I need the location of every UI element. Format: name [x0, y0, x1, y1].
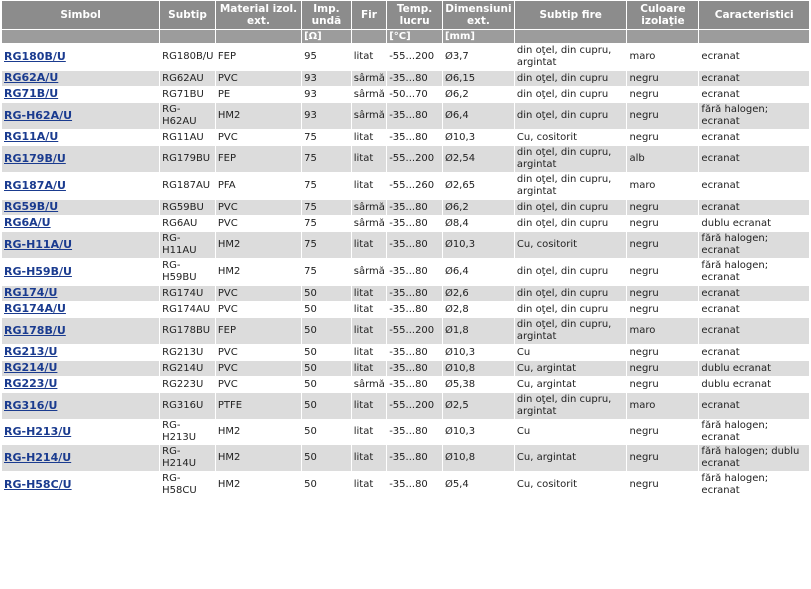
cell-fire: din oţel, din cupru — [515, 71, 627, 86]
cell-imp: 75 — [302, 173, 351, 199]
cell-fir: litat — [352, 318, 386, 344]
cell-car: fără halogen; ecranat — [699, 103, 809, 129]
product-link[interactable]: RG-H11A/U — [4, 237, 73, 251]
cell-fire: din oţel, din cupru, argintat — [515, 44, 627, 70]
cell-temp: -35...80 — [387, 200, 442, 215]
cell-simbol — [2, 216, 159, 231]
cell-fir: litat — [352, 361, 386, 376]
cell-subtip: RG59BU — [160, 200, 215, 215]
cell-fir: sârmă — [352, 216, 386, 231]
cell-fir: litat — [352, 420, 386, 444]
cell-fire: din oţel, din cupru — [515, 216, 627, 231]
cell-fir: litat — [352, 286, 386, 301]
cell-imp: 50 — [302, 377, 351, 392]
cell-temp: -35...80 — [387, 472, 442, 498]
cell-subtip: RG-H214U — [160, 445, 215, 471]
cell-culoare: negru — [627, 216, 698, 231]
cell-imp: 50 — [302, 302, 351, 317]
cell-culoare: negru — [627, 445, 698, 471]
col-material: Material izol. ext. — [216, 1, 301, 29]
cell-car: dublu ecranat — [699, 216, 809, 231]
cell-material: PVC — [216, 345, 301, 360]
table-row — [2, 200, 809, 215]
cell-subtip: RG316U — [160, 393, 215, 419]
cell-simbol — [2, 146, 159, 172]
product-link[interactable]: RG187A/U — [4, 178, 66, 192]
cell-subtip: RG179BU — [160, 146, 215, 172]
cell-simbol — [2, 377, 159, 392]
cell-subtip: RG-H62AU — [160, 103, 215, 129]
cell-fire: din oţel, din cupru — [515, 87, 627, 102]
cell-culoare: maro — [627, 173, 698, 199]
cell-simbol — [2, 472, 159, 498]
cell-material: PVC — [216, 216, 301, 231]
cell-fire: Cu, argintat — [515, 361, 627, 376]
cell-subtip: RG11AU — [160, 130, 215, 145]
cell-material: HM2 — [216, 232, 301, 258]
table-row — [2, 472, 809, 498]
cell-car: dublu ecranat — [699, 361, 809, 376]
cell-culoare: negru — [627, 130, 698, 145]
cell-simbol — [2, 445, 159, 471]
cell-material: PVC — [216, 302, 301, 317]
cell-subtip: RG-H11AU — [160, 232, 215, 258]
cell-dim: Ø2,8 — [443, 302, 514, 317]
cell-fir: sârmă — [352, 377, 386, 392]
cell-subtip: RG213U — [160, 345, 215, 360]
cell-dim: Ø5,4 — [443, 472, 514, 498]
col-simbol: Simbol — [2, 1, 159, 29]
col-dim: Dimensiuni ext. — [443, 1, 514, 29]
cell-fire: din oţel, din cupru, argintat — [515, 146, 627, 172]
cell-material: PFA — [216, 173, 301, 199]
cell-subtip: RG187AU — [160, 173, 215, 199]
cell-imp: 75 — [302, 146, 351, 172]
cell-dim: Ø10,3 — [443, 345, 514, 360]
cell-fire: Cu — [515, 345, 627, 360]
cell-imp: 75 — [302, 130, 351, 145]
product-link[interactable]: RG180B/U — [4, 49, 66, 63]
product-link[interactable]: RG-H59B/U — [4, 264, 72, 278]
cell-fir: litat — [352, 393, 386, 419]
cell-material: PE — [216, 87, 301, 102]
cell-fire: Cu, cositorit — [515, 472, 627, 498]
cell-simbol — [2, 393, 159, 419]
cell-culoare: maro — [627, 318, 698, 344]
cell-fir: litat — [352, 445, 386, 471]
table-row — [2, 318, 809, 344]
cell-dim: Ø6,4 — [443, 103, 514, 129]
table-row — [2, 445, 809, 471]
cell-material: PVC — [216, 71, 301, 86]
cable-table — [1, 0, 810, 499]
cell-culoare: maro — [627, 393, 698, 419]
cell-car: ecranat — [699, 71, 809, 86]
cell-material: PVC — [216, 200, 301, 215]
cell-simbol — [2, 345, 159, 360]
product-link[interactable]: RG11A/U — [4, 130, 59, 143]
cell-imp: 75 — [302, 232, 351, 258]
product-link[interactable]: RG223/U — [4, 377, 58, 390]
cell-simbol — [2, 420, 159, 444]
product-link[interactable]: RG174A/U — [4, 302, 66, 315]
cell-dim: Ø2,65 — [443, 173, 514, 199]
cell-material: HM2 — [216, 420, 301, 444]
cell-temp: -35...80 — [387, 345, 442, 360]
cell-dim: Ø6,2 — [443, 87, 514, 102]
cell-car: fără halogen; ecranat — [699, 232, 809, 258]
cell-fir: litat — [352, 232, 386, 258]
cell-dim: Ø8,4 — [443, 216, 514, 231]
cell-imp: 93 — [302, 71, 351, 86]
cell-fire: Cu, argintat — [515, 377, 627, 392]
cell-car: dublu ecranat — [699, 377, 809, 392]
cell-subtip: RG223U — [160, 377, 215, 392]
cell-car: ecranat — [699, 146, 809, 172]
table-row — [2, 345, 809, 360]
table-row — [2, 393, 809, 419]
cell-fir: sârmă — [352, 71, 386, 86]
cell-fir: litat — [352, 302, 386, 317]
cell-culoare: negru — [627, 71, 698, 86]
cell-simbol — [2, 302, 159, 317]
cell-imp: 50 — [302, 318, 351, 344]
cell-culoare: negru — [627, 87, 698, 102]
table-row — [2, 173, 809, 199]
cell-simbol — [2, 103, 159, 129]
cell-temp: -35...80 — [387, 71, 442, 86]
cell-imp: 50 — [302, 420, 351, 444]
cell-fir: litat — [352, 345, 386, 360]
cell-fir: sârmă — [352, 200, 386, 215]
cell-dim: Ø2,6 — [443, 286, 514, 301]
col-subtip-fire: Subtip fire — [515, 1, 627, 29]
col-imp: Imp. undă — [302, 1, 351, 29]
cell-car: fără halogen; dublu ecranat — [699, 445, 809, 471]
cell-fir: sârmă — [352, 259, 386, 285]
cell-culoare: negru — [627, 259, 698, 285]
table-row — [2, 302, 809, 317]
cell-car: ecranat — [699, 302, 809, 317]
col-caracteristici: Caracteristici — [699, 1, 809, 29]
col-fir: Fir — [352, 1, 386, 29]
cell-simbol — [2, 173, 159, 199]
cell-temp: -35...80 — [387, 216, 442, 231]
cell-subtip: RG-H59BU — [160, 259, 215, 285]
cell-culoare: negru — [627, 472, 698, 498]
cell-fir: sârmă — [352, 103, 386, 129]
cell-fir: litat — [352, 130, 386, 145]
cell-car: ecranat — [699, 200, 809, 215]
cell-subtip: RG6AU — [160, 216, 215, 231]
cell-culoare: alb — [627, 146, 698, 172]
cell-temp: -55...200 — [387, 318, 442, 344]
cell-dim: Ø6,2 — [443, 200, 514, 215]
cell-fire: din oţel, din cupru — [515, 302, 627, 317]
cell-fire: din oţel, din cupru, argintat — [515, 393, 627, 419]
product-link[interactable]: RG6A/U — [4, 216, 51, 229]
product-link[interactable]: RG214/U — [4, 361, 58, 374]
cell-dim: Ø1,8 — [443, 318, 514, 344]
col-temp: Temp. lucru — [387, 1, 442, 29]
col-culoare: Culoare izolaţie — [627, 1, 698, 29]
table-row — [2, 377, 809, 392]
cell-imp: 75 — [302, 200, 351, 215]
cell-temp: -55...200 — [387, 393, 442, 419]
cell-material: PVC — [216, 377, 301, 392]
cell-car: ecranat — [699, 318, 809, 344]
product-link[interactable]: RG316/U — [4, 398, 58, 412]
cell-material: FEP — [216, 146, 301, 172]
table-row — [2, 71, 809, 86]
cell-car: ecranat — [699, 286, 809, 301]
cell-temp: -35...80 — [387, 286, 442, 301]
unit-temp: [°C] — [387, 30, 442, 43]
cell-temp: -35...80 — [387, 445, 442, 471]
cell-car: fără halogen; ecranat — [699, 259, 809, 285]
cell-car: ecranat — [699, 130, 809, 145]
cell-imp: 50 — [302, 472, 351, 498]
cell-fire: din oţel, din cupru, argintat — [515, 173, 627, 199]
cell-material: HM2 — [216, 259, 301, 285]
cell-subtip: RG178BU — [160, 318, 215, 344]
cell-fire: din oţel, din cupru, argintat — [515, 318, 627, 344]
cell-subtip: RG-H213U — [160, 420, 215, 444]
cell-material: FEP — [216, 318, 301, 344]
product-link[interactable]: RG213/U — [4, 345, 58, 358]
cell-fir: litat — [352, 44, 386, 70]
cell-temp: -35...80 — [387, 130, 442, 145]
unit-imp: [Ω] — [302, 30, 351, 43]
cell-subtip: RG180B/U — [160, 44, 215, 70]
cell-imp: 50 — [302, 361, 351, 376]
cell-fir: litat — [352, 173, 386, 199]
cell-simbol — [2, 232, 159, 258]
table-row — [2, 286, 809, 301]
cell-subtip: RG174U — [160, 286, 215, 301]
cell-subtip: RG174AU — [160, 302, 215, 317]
cell-imp: 50 — [302, 393, 351, 419]
cell-dim: Ø2,54 — [443, 146, 514, 172]
cell-fire: din oţel, din cupru — [515, 259, 627, 285]
cell-subtip: RG214U — [160, 361, 215, 376]
cell-car: ecranat — [699, 345, 809, 360]
cell-dim: Ø10,8 — [443, 361, 514, 376]
table-body — [2, 44, 809, 498]
cell-culoare: negru — [627, 377, 698, 392]
product-link[interactable]: RG174/U — [4, 286, 58, 299]
table-row — [2, 420, 809, 444]
cell-culoare: negru — [627, 345, 698, 360]
cell-temp: -35...80 — [387, 377, 442, 392]
product-link[interactable]: RG179B/U — [4, 151, 66, 165]
cell-dim: Ø2,5 — [443, 393, 514, 419]
cell-dim: Ø10,3 — [443, 232, 514, 258]
cell-imp: 50 — [302, 345, 351, 360]
cell-temp: -55...260 — [387, 173, 442, 199]
cell-material: PVC — [216, 286, 301, 301]
cell-car: ecranat — [699, 87, 809, 102]
cell-simbol — [2, 318, 159, 344]
cell-car: fără halogen; ecranat — [699, 420, 809, 444]
header-row — [2, 1, 809, 29]
cell-fir: litat — [352, 146, 386, 172]
cell-fir: litat — [352, 472, 386, 498]
cell-material: PVC — [216, 361, 301, 376]
cell-imp: 75 — [302, 259, 351, 285]
cell-car: ecranat — [699, 44, 809, 70]
cell-temp: -35...80 — [387, 103, 442, 129]
product-link[interactable]: RG59B/U — [4, 200, 59, 213]
cell-fir: sârmă — [352, 87, 386, 102]
cell-simbol — [2, 361, 159, 376]
cell-imp: 50 — [302, 286, 351, 301]
cell-culoare: negru — [627, 286, 698, 301]
product-link[interactable]: RG-H62A/U — [4, 108, 73, 122]
cell-dim: Ø6,4 — [443, 259, 514, 285]
cell-culoare: negru — [627, 420, 698, 444]
cell-subtip: RG-H58CU — [160, 472, 215, 498]
cell-material: FEP — [216, 44, 301, 70]
cell-fire: Cu — [515, 420, 627, 444]
cell-temp: -55...200 — [387, 146, 442, 172]
cell-fire: Cu, cositorit — [515, 130, 627, 145]
cell-culoare: negru — [627, 302, 698, 317]
unit-dim: [mm] — [443, 30, 514, 43]
product-link[interactable]: RG178B/U — [4, 323, 66, 337]
table-row — [2, 361, 809, 376]
cell-material: HM2 — [216, 103, 301, 129]
cell-temp: -55...200 — [387, 44, 442, 70]
cell-culoare: negru — [627, 103, 698, 129]
cell-temp: -50...70 — [387, 87, 442, 102]
cell-imp: 75 — [302, 216, 351, 231]
cell-dim: Ø6,15 — [443, 71, 514, 86]
cell-dim: Ø10,3 — [443, 420, 514, 444]
cell-subtip: RG62AU — [160, 71, 215, 86]
table-row — [2, 130, 809, 145]
cell-imp: 95 — [302, 44, 351, 70]
cell-dim: Ø5,38 — [443, 377, 514, 392]
table-row — [2, 44, 809, 70]
cell-culoare: negru — [627, 361, 698, 376]
product-link[interactable]: RG71B/U — [4, 87, 59, 100]
cell-car: ecranat — [699, 173, 809, 199]
cell-fire: Cu, argintat — [515, 445, 627, 471]
cell-dim: Ø10,8 — [443, 445, 514, 471]
cell-material: HM2 — [216, 445, 301, 471]
cell-simbol — [2, 87, 159, 102]
cell-temp: -35...80 — [387, 361, 442, 376]
product-link[interactable]: RG-H213/U — [4, 424, 72, 438]
cell-imp: 93 — [302, 87, 351, 102]
table-row — [2, 232, 809, 258]
cell-culoare: maro — [627, 44, 698, 70]
cell-dim: Ø10,3 — [443, 130, 514, 145]
table-row — [2, 259, 809, 285]
cell-dim: Ø3,7 — [443, 44, 514, 70]
cell-imp: 50 — [302, 445, 351, 471]
cell-temp: -35...80 — [387, 302, 442, 317]
units-row — [2, 30, 809, 43]
cell-simbol — [2, 44, 159, 70]
table-row — [2, 87, 809, 102]
cell-temp: -35...80 — [387, 259, 442, 285]
cell-subtip: RG71BU — [160, 87, 215, 102]
col-subtip: Subtip — [160, 1, 215, 29]
cell-temp: -35...80 — [387, 420, 442, 444]
table-row — [2, 103, 809, 129]
cell-culoare: negru — [627, 232, 698, 258]
cell-culoare: negru — [627, 200, 698, 215]
cell-material: PTFE — [216, 393, 301, 419]
cell-fire: Cu, cositorit — [515, 232, 627, 258]
product-link[interactable]: RG-H58C/U — [4, 477, 72, 491]
cell-car: ecranat — [699, 393, 809, 419]
cell-simbol — [2, 130, 159, 145]
cell-material: PVC — [216, 130, 301, 145]
cell-material: HM2 — [216, 472, 301, 498]
cell-car: fără halogen; ecranat — [699, 472, 809, 498]
cell-fire: din oţel, din cupru — [515, 103, 627, 129]
cell-simbol — [2, 259, 159, 285]
table-row — [2, 146, 809, 172]
cell-temp: -35...80 — [387, 232, 442, 258]
product-link[interactable]: RG-H214/U — [4, 450, 72, 464]
cell-simbol — [2, 286, 159, 301]
cell-imp: 93 — [302, 103, 351, 129]
table-row — [2, 216, 809, 231]
cell-fire: din oţel, din cupru — [515, 200, 627, 215]
product-link[interactable]: RG62A/U — [4, 71, 59, 84]
cell-simbol — [2, 200, 159, 215]
cell-fire: din oţel, din cupru — [515, 286, 627, 301]
cell-simbol — [2, 71, 159, 86]
